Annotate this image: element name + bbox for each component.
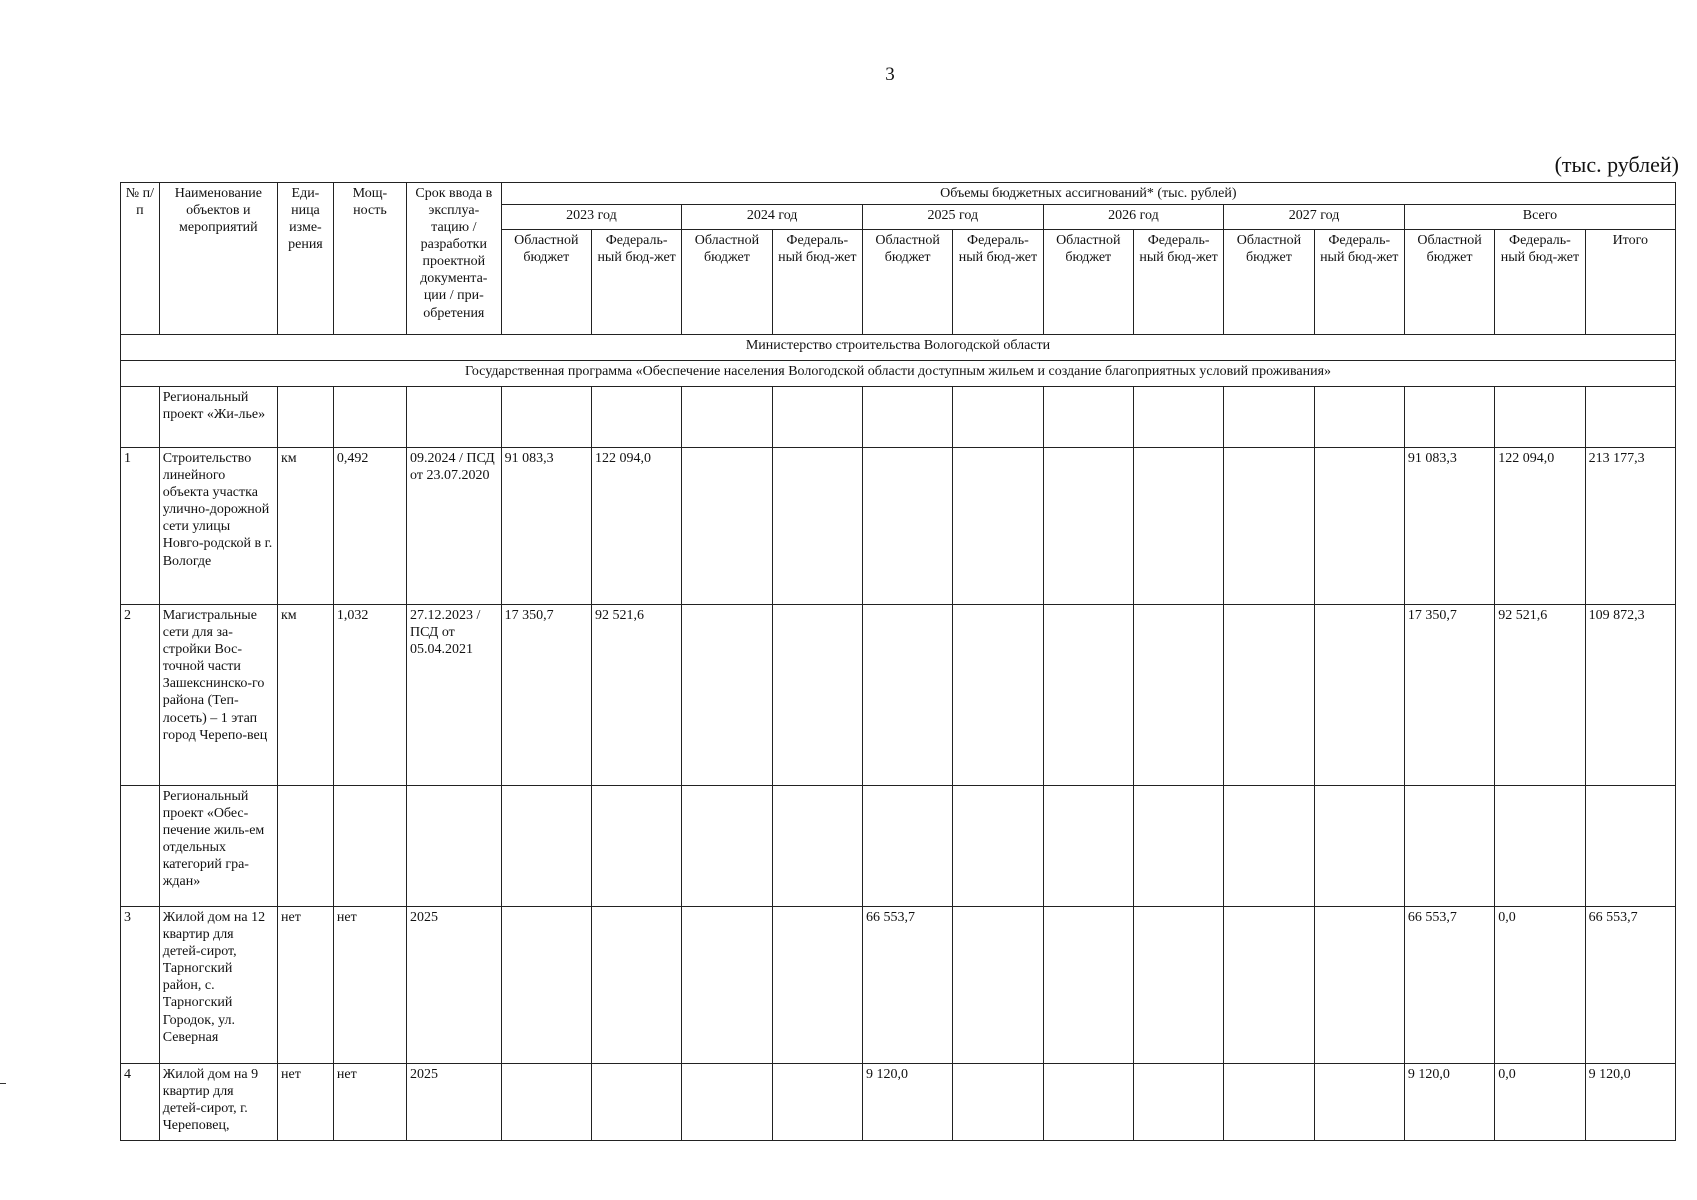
cell-term: 27.12.2023 / ПСД от 05.04.2021 <box>407 605 502 786</box>
cell-capacity: нет <box>333 907 406 1064</box>
cell-capacity: 1,032 <box>333 605 406 786</box>
cell-all-total: 109 872,3 <box>1585 605 1675 786</box>
cell-all-total: 66 553,7 <box>1585 907 1675 1064</box>
cell-term: 2025 <box>407 907 502 1064</box>
header-all-regional: Областной бюджет <box>1404 230 1494 335</box>
cell-name: Строительство линейного объекта участка улично-дорожной сети улицы Новго-родской в г. Вологде <box>159 448 277 605</box>
header-2023-regional: Областной бюджет <box>501 230 591 335</box>
header-2025-regional: Областной бюджет <box>862 230 952 335</box>
cell-num <box>121 387 160 448</box>
header-year-2023: 2023 год <box>501 205 682 230</box>
cell-all-total: 9 120,0 <box>1585 1064 1675 1141</box>
cell-unit: км <box>277 605 333 786</box>
budget-table <box>120 182 1676 1141</box>
cell-all-total: 213 177,3 <box>1585 448 1675 605</box>
header-capacity: Мощ-ность <box>333 183 406 335</box>
header-row-1 <box>121 183 1676 205</box>
cell-name: Региональный проект «Обес-печение жиль-ем отдельных категорий гра-ждан» <box>159 786 277 907</box>
cell-name: Магистральные сети для за-стройки Вос-точной части Зашекснинско-го района (Теп-лосеть) – 1 этап город Черепо-вец <box>159 605 277 786</box>
cell-name: Региональный проект «Жи-лье» <box>159 387 277 448</box>
header-year-2024: 2024 год <box>682 205 863 230</box>
cell-term: 09.2024 / ПСД от 23.07.2020 <box>407 448 502 605</box>
header-2027-regional: Областной бюджет <box>1224 230 1314 335</box>
header-2025-federal: Федераль-ный бюд-жет <box>953 230 1043 335</box>
header-all-total: Итого <box>1585 230 1675 335</box>
table-row <box>121 1064 1676 1141</box>
header-name: Наименование объектов и мероприятий <box>159 183 277 335</box>
cell-2025-regional: 9 120,0 <box>862 1064 952 1141</box>
cell-all-federal: 122 094,0 <box>1495 448 1585 605</box>
table-row-project-categories <box>121 786 1676 907</box>
cell-all-regional: 17 350,7 <box>1404 605 1494 786</box>
table-row <box>121 448 1676 605</box>
header-year-2026: 2026 год <box>1043 205 1224 230</box>
cell-unit: нет <box>277 907 333 1064</box>
cell-2023-federal: 92 521,6 <box>591 605 681 786</box>
table-row-project-housing <box>121 387 1676 448</box>
header-num: № п/п <box>121 183 160 335</box>
cell-all-federal: 92 521,6 <box>1495 605 1585 786</box>
cell-num: 4 <box>121 1064 160 1141</box>
cell-name: Жилой дом на 12 квартир для детей-сирот, Тарногский район, с. Тарногский Городок, ул. Северная <box>159 907 277 1064</box>
table-row <box>121 907 1676 1064</box>
header-2027-federal: Федераль-ный бюд-жет <box>1314 230 1404 335</box>
cell-name: Жилой дом на 9 квартир для детей-сирот, г. Череповец, <box>159 1064 277 1141</box>
section-row-ministry <box>121 335 1676 361</box>
header-all-federal: Федераль-ный бюд-жет <box>1495 230 1585 335</box>
section-program: Государственная программа «Обеспечение населения Вологодской области доступным жильем и создание благоприятных условий проживания» <box>121 361 1676 387</box>
cell-all-regional: 91 083,3 <box>1404 448 1494 605</box>
cell-capacity: 0,492 <box>333 448 406 605</box>
cell-term: 2025 <box>407 1064 502 1141</box>
section-row-program <box>121 361 1676 387</box>
cell-num: 3 <box>121 907 160 1064</box>
table-row <box>121 605 1676 786</box>
cell-all-regional: 66 553,7 <box>1404 907 1494 1064</box>
cell-unit: км <box>277 448 333 605</box>
header-2024-federal: Федераль-ный бюд-жет <box>772 230 862 335</box>
header-year-2025: 2025 год <box>862 205 1043 230</box>
header-year-2027: 2027 год <box>1224 205 1405 230</box>
header-2024-regional: Областной бюджет <box>682 230 772 335</box>
header-2023-federal: Федераль-ный бюд-жет <box>591 230 681 335</box>
cell-num <box>121 786 160 907</box>
cell-2025-regional: 66 553,7 <box>862 907 952 1064</box>
header-volumes: Объемы бюджетных ассигнований* (тыс. рублей) <box>501 183 1675 205</box>
cell-all-regional: 9 120,0 <box>1404 1064 1494 1141</box>
header-2026-federal: Федераль-ный бюд-жет <box>1133 230 1223 335</box>
section-ministry: Министерство строительства Вологодской области <box>121 335 1676 361</box>
header-term: Срок ввода в эксплуа-тацию / разработки проектной документа-ции / при-обретения <box>407 183 502 335</box>
header-total-group: Всего <box>1404 205 1675 230</box>
units-note: (тыс. рублей) <box>1554 152 1679 177</box>
header-unit: Еди-ница изме-рения <box>277 183 333 335</box>
cell-2023-regional: 17 350,7 <box>501 605 591 786</box>
page-number: 3 <box>885 64 895 85</box>
cell-num: 1 <box>121 448 160 605</box>
margin-mark <box>0 1083 6 1084</box>
cell-all-federal: 0,0 <box>1495 1064 1585 1141</box>
cell-num: 2 <box>121 605 160 786</box>
cell-2023-federal: 122 094,0 <box>591 448 681 605</box>
cell-2023-regional: 91 083,3 <box>501 448 591 605</box>
cell-capacity: нет <box>333 1064 406 1141</box>
header-2026-regional: Областной бюджет <box>1043 230 1133 335</box>
cell-unit: нет <box>277 1064 333 1141</box>
cell-all-federal: 0,0 <box>1495 907 1585 1064</box>
